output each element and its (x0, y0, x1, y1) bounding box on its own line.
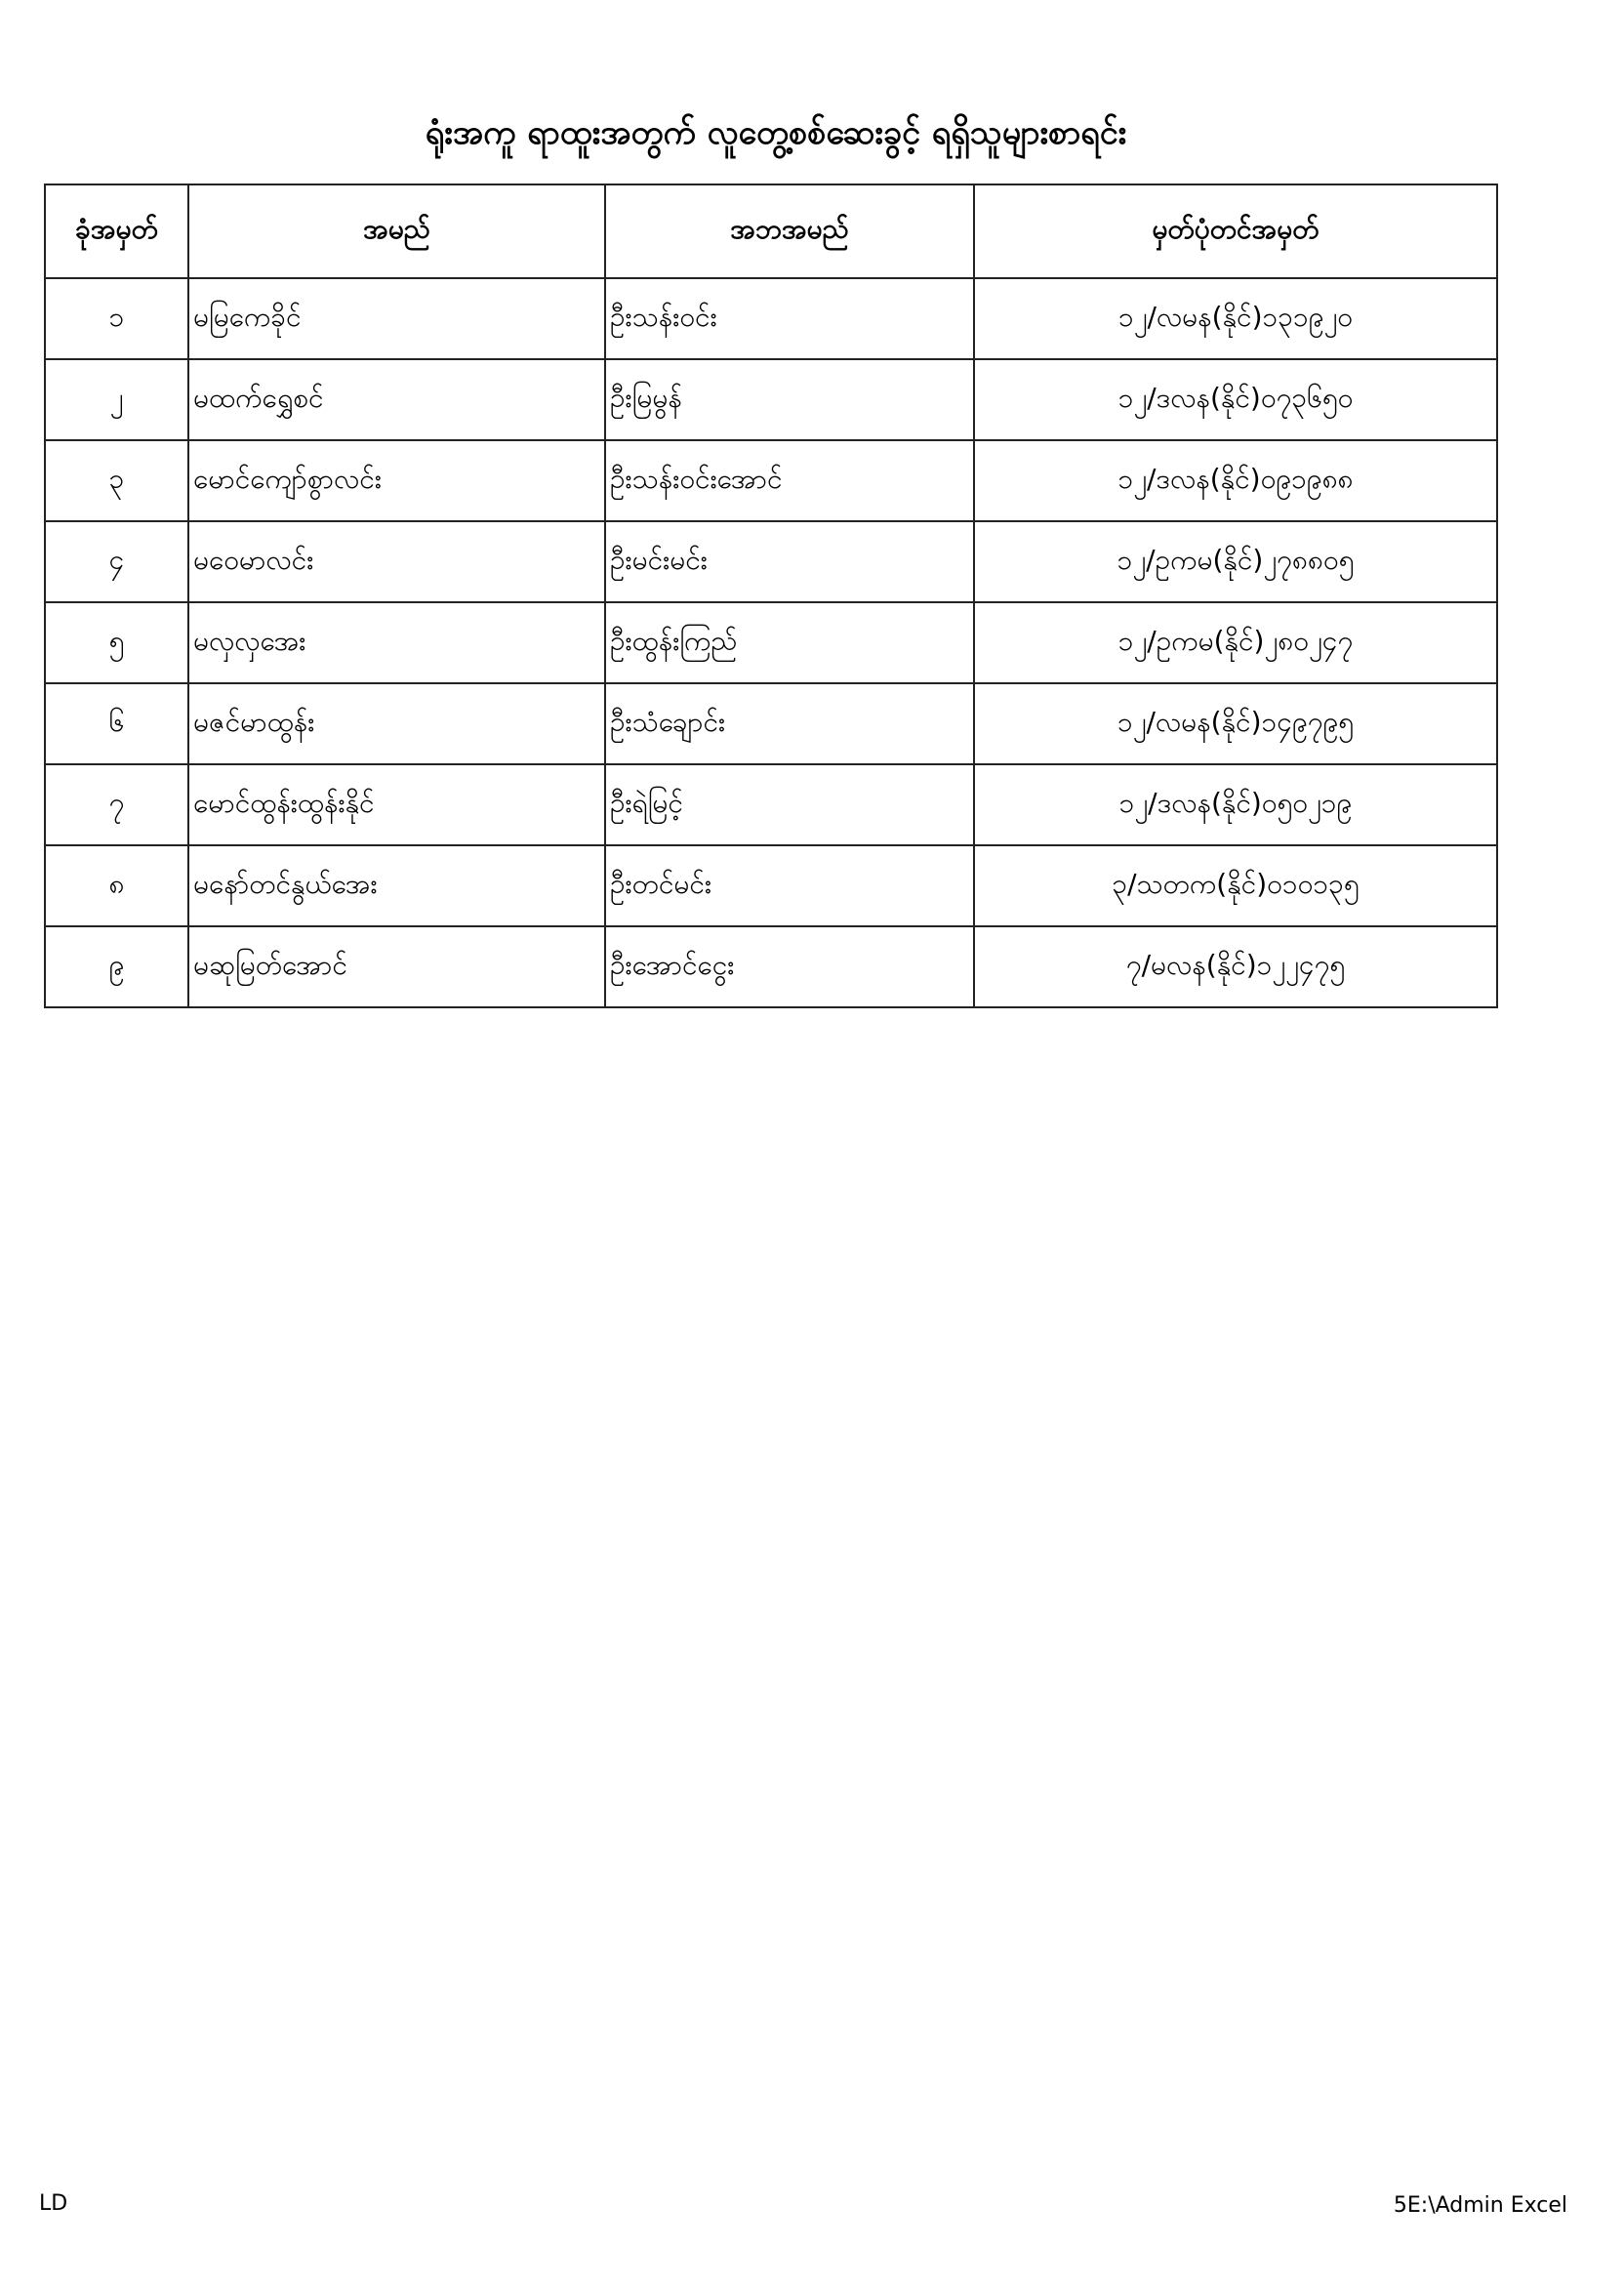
cell-seat-number: ၄ (45, 521, 188, 602)
cell-seat-number: ၇ (45, 764, 188, 845)
cell-father-name: ဦးအောင်ငွေး (605, 926, 974, 1007)
table-row (45, 926, 1497, 1007)
table-row (45, 521, 1497, 602)
table-row (45, 683, 1497, 764)
cell-nrc-number: ၁၂/ဥကမ(နိုင်)၂၈၀၂၄၇ (974, 602, 1497, 683)
header-father-name: အဘအမည် (605, 184, 974, 278)
cell-father-name: ဦးမြမွန် (605, 359, 974, 440)
cell-nrc-number: ၁၂/ဒလန(နိုင်)၀၅၀၂၁၉ (974, 764, 1497, 845)
cell-father-name: ဦးထွန်းကြည် (605, 602, 974, 683)
table-row (45, 359, 1497, 440)
cell-nrc-number: ၁၂/ဒလန(နိုင်)၀၇၃၆၅၀ (974, 359, 1497, 440)
header-nrc-number: မှတ်ပုံတင်အမှတ် (974, 184, 1497, 278)
cell-seat-number: ၅ (45, 602, 188, 683)
cell-nrc-number: ၇/မလန(နိုင်)၁၂၂၄၇၅ (974, 926, 1497, 1007)
header-name: အမည် (188, 184, 605, 278)
candidate-table (44, 184, 1498, 1008)
cell-seat-number: ၉ (45, 926, 188, 1007)
table-row (45, 602, 1497, 683)
cell-nrc-number: ၁၂/ဥကမ(နိုင်)၂၇၈၈၀၅ (974, 521, 1497, 602)
cell-name: မဝေမာလင်း (188, 521, 605, 602)
cell-father-name: ဦးရဲမြင့် (605, 764, 974, 845)
cell-father-name: ဦးတင်မင်း (605, 845, 974, 926)
table-row (45, 764, 1497, 845)
cell-father-name: ဦးသန်းဝင်း (605, 278, 974, 359)
table-row (45, 845, 1497, 926)
table-row (45, 278, 1497, 359)
page-title: ရုံးအကူ ရာထူးအတွက် လူတွေ့စစ်ဆေးခွင့် ရရှိသူများစာရင်း (425, 113, 1127, 152)
cell-name: မနော်တင်နွယ်အေး (188, 845, 605, 926)
cell-seat-number: ၂ (45, 359, 188, 440)
cell-name: မလှလှအေး (188, 602, 605, 683)
cell-nrc-number: ၁၂/လမန(နိုင်)၁၄၉၇၉၅ (974, 683, 1497, 764)
cell-name: မမြကေခိုင် (188, 278, 605, 359)
table-row (45, 440, 1497, 521)
cell-father-name: ဦးသန်းဝင်းအောင် (605, 440, 974, 521)
cell-nrc-number: ၁၂/လမန(နိုင်)၁၃၁၉၂၀ (974, 278, 1497, 359)
cell-seat-number: ၃ (45, 440, 188, 521)
cell-seat-number: ၁ (45, 278, 188, 359)
cell-name: မောင်ထွန်းထွန်းနိုင် (188, 764, 605, 845)
cell-seat-number: ၆ (45, 683, 188, 764)
footer-file-path: 5E:\Admin Excel (1393, 2193, 1567, 2218)
cell-nrc-number: ၁၂/ဒလန(နိုင်)၀၉၁၉၈၈ (974, 440, 1497, 521)
table-header-row (45, 184, 1497, 278)
cell-father-name: ဦးမင်းမင်း (605, 521, 974, 602)
cell-name: မဆုမြတ်အောင် (188, 926, 605, 1007)
header-seat-number: ခုံအမှတ် (45, 184, 188, 278)
cell-name: မထက်ရွှေစင် (188, 359, 605, 440)
cell-nrc-number: ၃/သတက(နိုင်)၀၁၀၁၃၅ (974, 845, 1497, 926)
cell-father-name: ဦးသံချောင်း (605, 683, 974, 764)
cell-name: မောင်ကျော်စွာလင်း (188, 440, 605, 521)
cell-seat-number: ၈ (45, 845, 188, 926)
footer-initials: LD (39, 2191, 68, 2216)
cell-name: မဇင်မာထွန်း (188, 683, 605, 764)
